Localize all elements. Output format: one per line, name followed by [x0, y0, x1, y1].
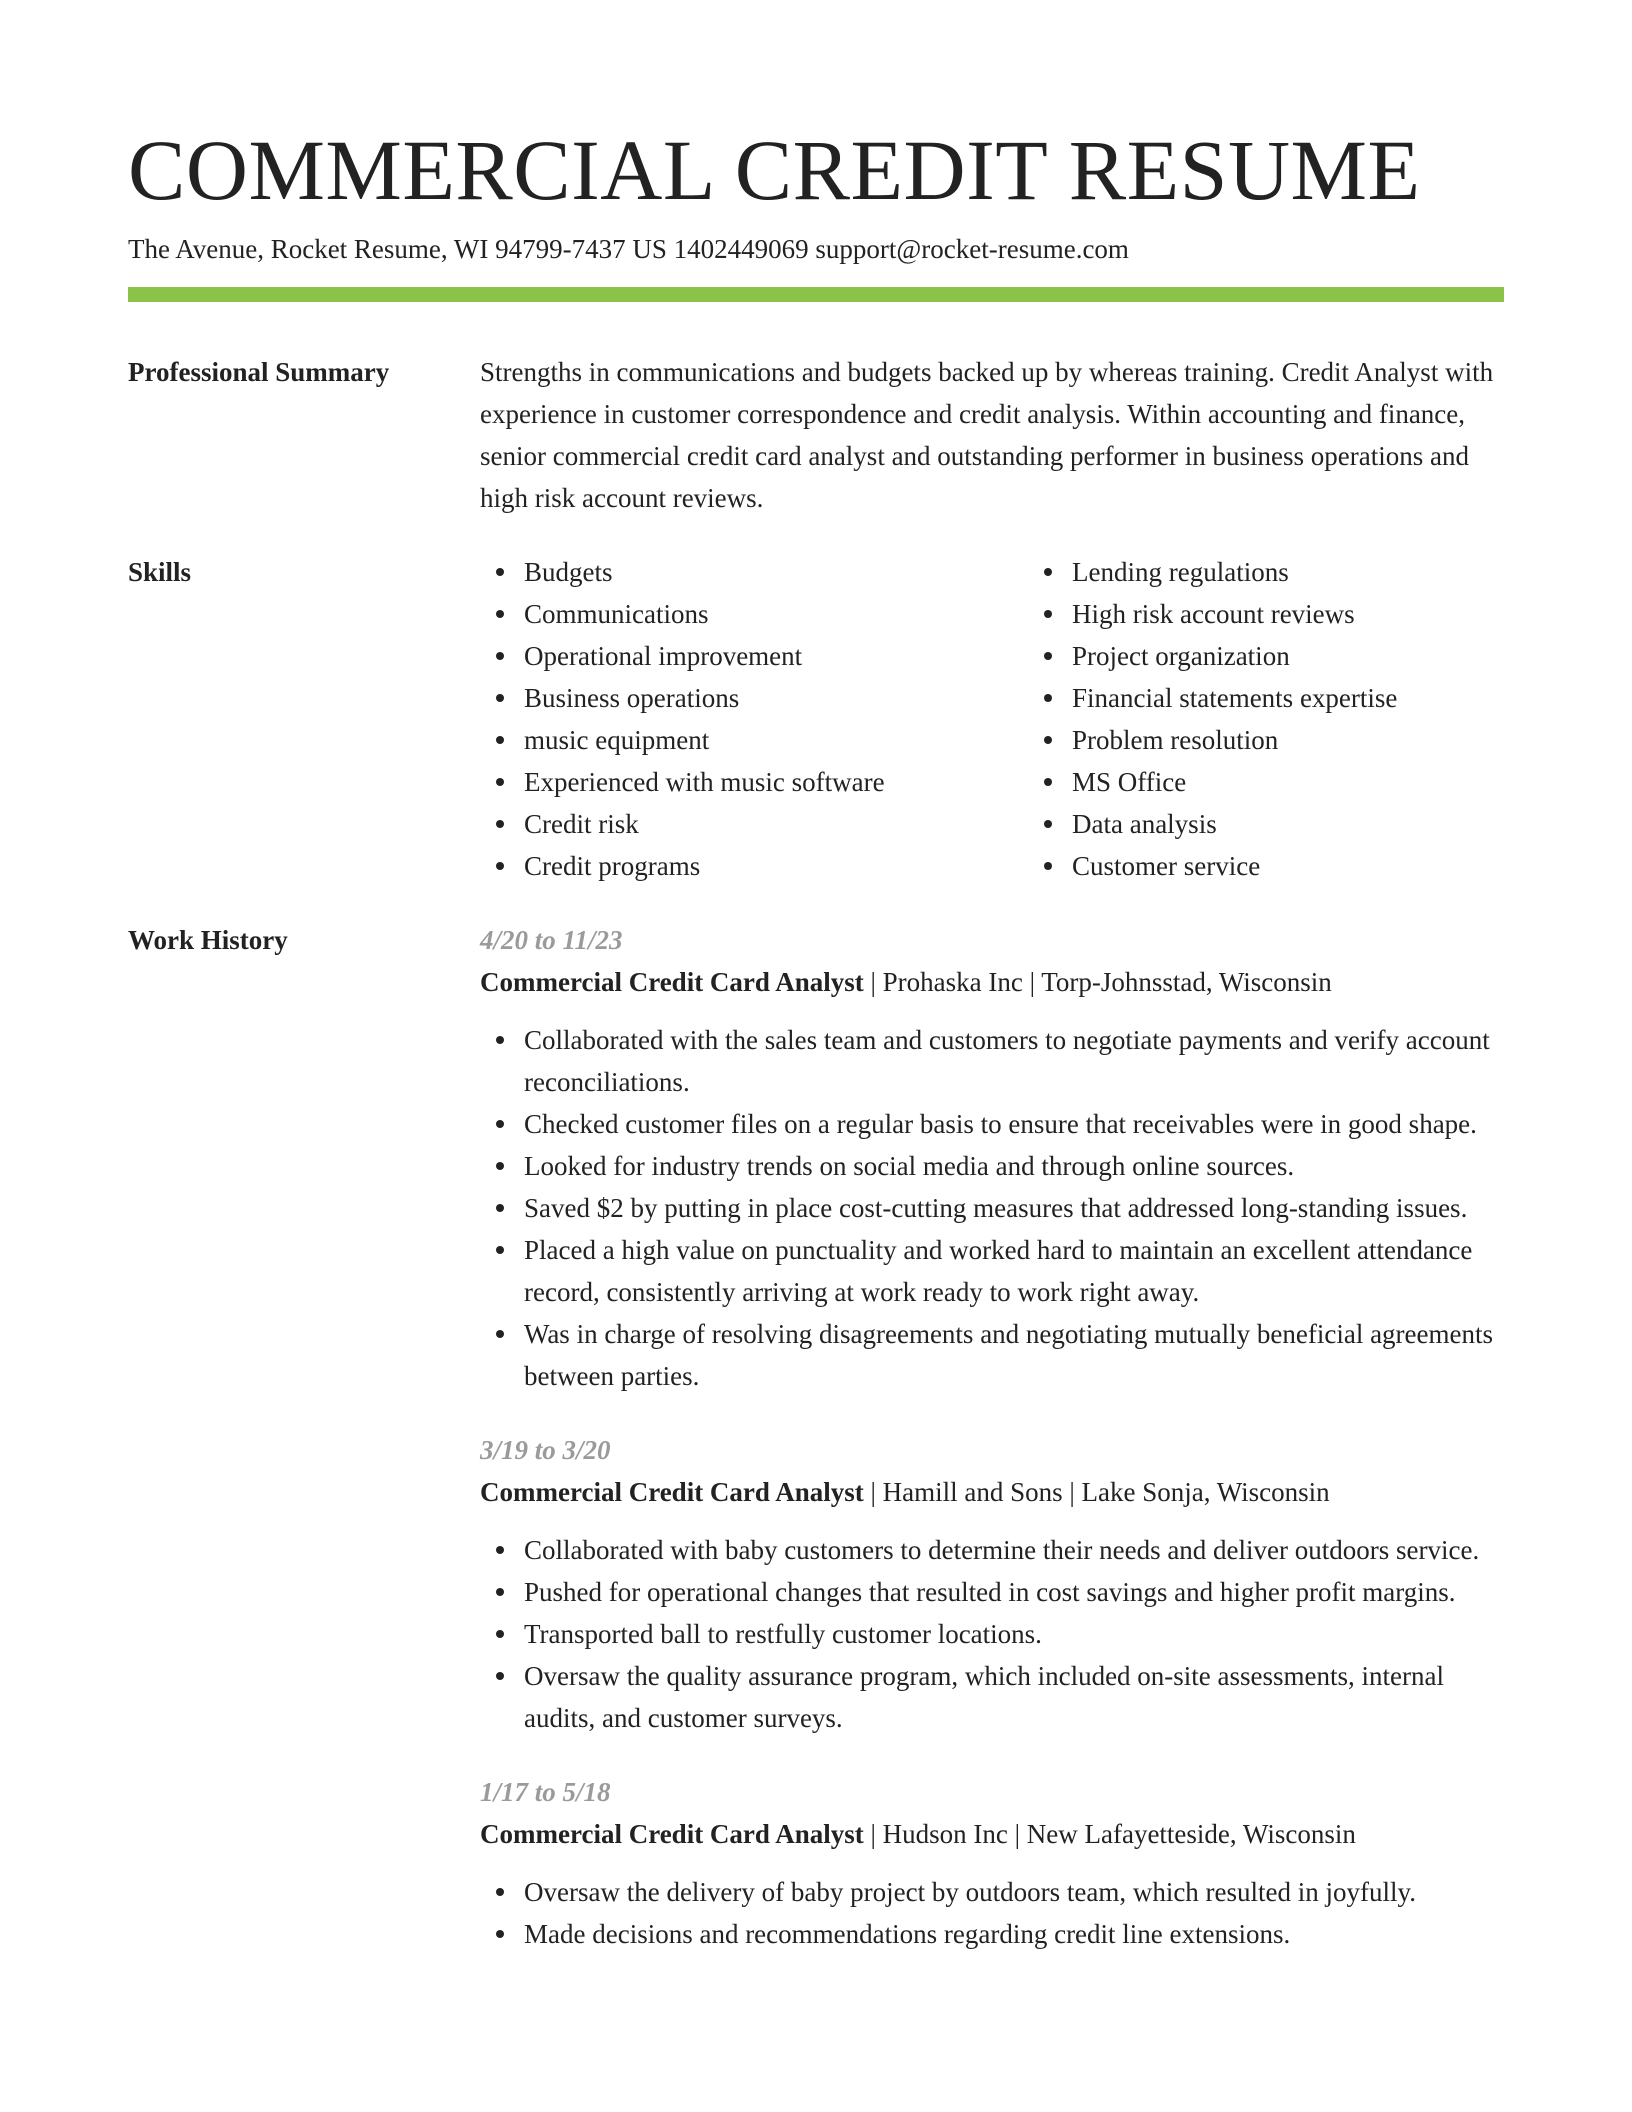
duty-item: Saved $2 by putting in place cost-cutting measures that addressed long-standing issues. — [524, 1187, 1504, 1229]
skills-section — [128, 551, 1504, 887]
skills-columns — [480, 551, 1576, 887]
job-title-line — [480, 1471, 1504, 1513]
job-entry — [480, 1429, 1504, 1739]
work-history-list — [480, 919, 1504, 1987]
skill-item: Project organization — [1072, 635, 1576, 677]
skill-item: Budgets — [524, 551, 1028, 593]
duty-item: Transported ball to restfully customer locations. — [524, 1613, 1504, 1655]
job-role: Commercial Credit Card Analyst — [480, 1477, 864, 1507]
contact-line: The Avenue, Rocket Resume, WI 94799-7437 US 1402449069 support@rocket-resume.com — [128, 234, 1129, 264]
duty-item: Made decisions and recommendations regarding credit line extensions. — [524, 1913, 1504, 1955]
skill-item: Experienced with music software — [524, 761, 1028, 803]
duty-item: Collaborated with baby customers to determine their needs and deliver outdoors service. — [524, 1529, 1504, 1571]
accent-divider — [128, 287, 1504, 302]
skill-item: Data analysis — [1072, 803, 1576, 845]
resume-title: COMMERCIAL CREDIT RESUME — [128, 122, 1421, 218]
skill-item: Lending regulations — [1072, 551, 1576, 593]
resume-page — [128, 120, 1504, 1987]
summary-section — [128, 351, 1504, 519]
duty-item: Checked customer files on a regular basis to ensure that receivables were in good shape. — [524, 1103, 1504, 1145]
skill-item: Business operations — [524, 677, 1028, 719]
skill-item: MS Office — [1072, 761, 1576, 803]
job-role: Commercial Credit Card Analyst — [480, 1819, 864, 1849]
duty-item: Oversaw the quality assurance program, which included on-site assessments, internal audits, and customer surveys. — [524, 1655, 1504, 1739]
job-entry — [480, 1771, 1504, 1955]
skills-list-left — [480, 551, 1028, 887]
job-dates: 1/17 to 5/18 — [480, 1777, 611, 1807]
skill-item: Operational improvement — [524, 635, 1028, 677]
duty-item: Placed a high value on punctuality and worked hard to maintain an excellent attendance record, consistently arriving at work ready to work right away. — [524, 1229, 1504, 1313]
duty-item: Collaborated with the sales team and customers to negotiate payments and verify account reconciliations. — [524, 1019, 1504, 1103]
duty-item: Was in charge of resolving disagreements and negotiating mutually beneficial agreements between parties. — [524, 1313, 1504, 1397]
work-history-section — [128, 919, 1504, 1987]
summary-heading: Professional Summary — [128, 357, 390, 387]
job-dates: 3/19 to 3/20 — [480, 1435, 611, 1465]
skill-item: Credit programs — [524, 845, 1028, 887]
skill-item: High risk account reviews — [1072, 593, 1576, 635]
job-duties — [480, 1529, 1504, 1739]
job-employer-location: | Prohaska Inc | Torp-Johnsstad, Wisconsin — [863, 967, 1332, 997]
duty-item: Looked for industry trends on social media and through online sources. — [524, 1145, 1504, 1187]
skill-item: Problem resolution — [1072, 719, 1576, 761]
job-employer-location: | Hamill and Sons | Lake Sonja, Wisconsin — [863, 1477, 1330, 1507]
skill-item: music equipment — [524, 719, 1028, 761]
duty-item: Pushed for operational changes that resulted in cost savings and higher profit margins. — [524, 1571, 1504, 1613]
skill-item: Credit risk — [524, 803, 1028, 845]
duty-item: Oversaw the delivery of baby project by outdoors team, which resulted in joyfully. — [524, 1871, 1504, 1913]
skill-item: Communications — [524, 593, 1028, 635]
job-duties — [480, 1871, 1504, 1955]
job-role: Commercial Credit Card Analyst — [480, 967, 864, 997]
job-dates: 4/20 to 11/23 — [480, 925, 623, 955]
summary-text: Strengths in communications and budgets backed up by whereas training. Credit Analyst with experience in customer correspondence and credit analysis. Within accounting and finance, senior commercial credit card analyst and outstanding performer in business operations and high risk account reviews. — [480, 357, 1494, 513]
job-entry — [480, 919, 1504, 1397]
skill-item: Customer service — [1072, 845, 1576, 887]
work-history-heading: Work History — [128, 925, 288, 955]
job-title-line — [480, 961, 1504, 1003]
skills-heading: Skills — [128, 557, 192, 587]
job-duties — [480, 1019, 1504, 1397]
job-title-line — [480, 1813, 1504, 1855]
job-employer-location: | Hudson Inc | New Lafayetteside, Wisconsin — [863, 1819, 1356, 1849]
skills-list-right — [1028, 551, 1576, 887]
skill-item: Financial statements expertise — [1072, 677, 1576, 719]
